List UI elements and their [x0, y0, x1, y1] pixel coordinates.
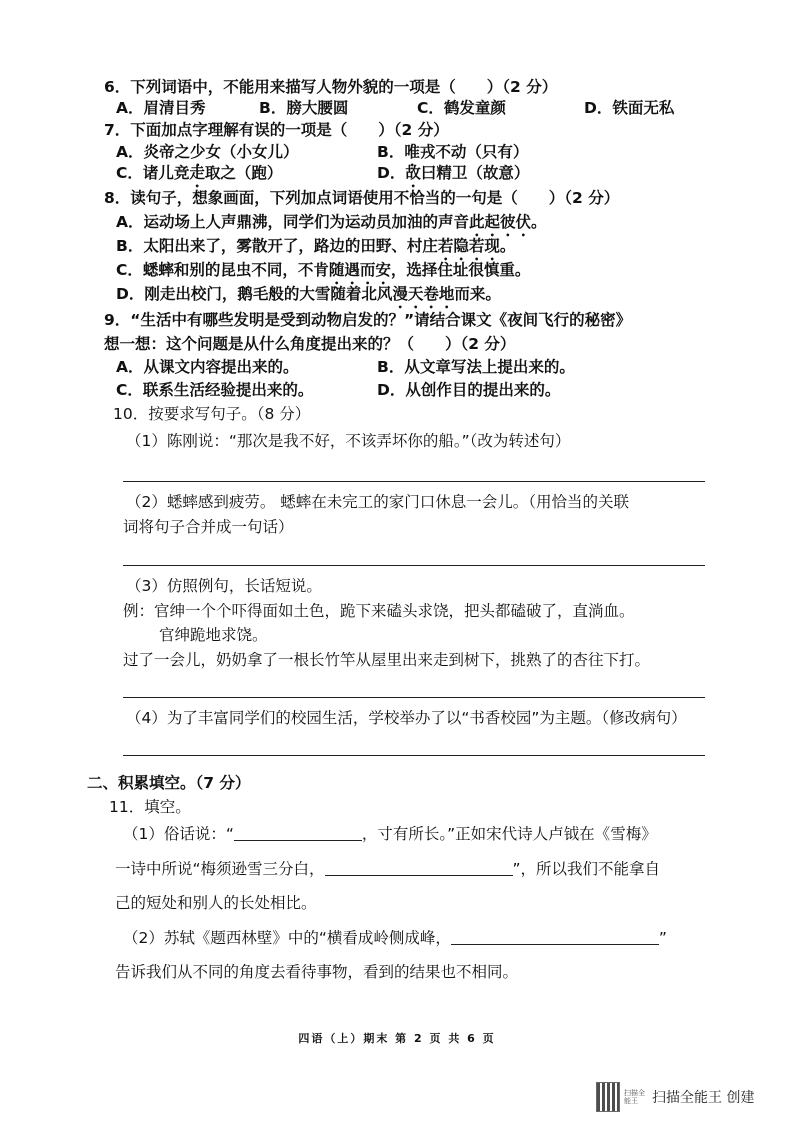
q10-s3: （3）仿照例句，长话短说。 [126, 577, 322, 595]
answer-line-2[interactable] [123, 565, 705, 566]
q7-d-post: 曰精卫（故意） [420, 164, 530, 182]
q8-b-pre: B．太阳出来了，雾散开了，路边的田野、村庄 [116, 237, 438, 255]
qr-code-icon [596, 1082, 620, 1112]
q10-s3-example1: 例：官绅一个个吓得面如土色，跪下来磕头求饶，把头都磕破了，直淌血。 [123, 602, 635, 620]
q7-b-pre: B． [377, 143, 405, 161]
page-footer: 四语（上）期末 第 2 页 共 6 页 [298, 1032, 496, 1045]
q7-a-pre: A．炎帝之 [116, 143, 190, 161]
fill-2-text-a: （2）苏轼《题西林壁》中的“横看成岭侧成峰， [123, 929, 451, 947]
q10-s1: （1）陈刚说：“那次是我不好，不该弄坏你的船。”（改为转述句） [126, 432, 571, 450]
q8-d-dotted: 漫天卷地 [392, 285, 455, 303]
q8-a-dotted: 此起彼伏 [469, 213, 532, 231]
q8-option-d [116, 284, 501, 312]
fill-2-line2: 告诉我们从不同的角度去看待事物，看到的结果也不相同。 [115, 963, 519, 981]
q10-s2-line2: 词将句子合并成一句话） [123, 518, 294, 536]
q7-c-pre: C．诸儿竞 [116, 164, 190, 182]
q7-d-dotted: 故 [405, 164, 421, 182]
q8-d-pre: D．刚走出校门，鹅毛般的大雪随着北风 [116, 285, 393, 303]
q7-option-d [377, 163, 529, 191]
q9-option-a: A．从课文内容提出来的。 [116, 358, 299, 376]
q6-option-b: B．膀大腰圆 [259, 99, 349, 117]
q7-d-pre: D． [377, 164, 406, 182]
q10-s3-sentence: 过了一会儿，奶奶拿了一根长竹竿从屋里出来走到树下，挑熟了的杏往下打。 [123, 651, 651, 669]
q9-option-d: D．从创作目的提出来的。 [377, 381, 561, 399]
fill-1-line3: 己的短处和别人的长处相比。 [115, 894, 317, 912]
fill-1-line2 [115, 859, 660, 879]
q7-option-c [116, 163, 282, 191]
answer-line-4[interactable] [123, 755, 705, 756]
fill-blank-3[interactable] [451, 928, 659, 945]
q7-c-dotted: 走 [189, 164, 205, 182]
q6-option-a: A．眉清目秀 [116, 99, 206, 117]
answer-line-3[interactable] [123, 697, 705, 698]
q8-c-dotted: 随遇而安 [328, 261, 391, 279]
fill-2-text-b: ” [658, 929, 667, 947]
q8-b-dotted: 若隐若现 [437, 237, 500, 255]
q7-b-dotted: 唯 [404, 143, 420, 161]
q10-s2-line1: （2）蟋蟀感到疲劳。 蟋蟀在未完工的家门口休息一会儿。（用恰当的关联 [126, 493, 630, 511]
q8-a-pre: A．运动场上人声鼎沸，同学们为运动员加油的声音 [116, 213, 469, 231]
q7-b-post: 戎不动（只有） [419, 143, 529, 161]
q6-option-c: C．鹤发童颜 [417, 99, 506, 117]
fill-1-text-a: （1）俗话说：“ [123, 825, 234, 843]
q11-stem: 11．填空。 [109, 798, 191, 816]
q7-stem: 7．下面加点字理解有误的一项是（ ）（2 分） [104, 121, 449, 139]
q6-option-d: D．铁面无私 [584, 99, 675, 117]
q10-s3-example2: 官绅跪地求饶。 [159, 626, 268, 644]
q6-stem: 6．下列词语中，不能用来描写人物外貌的一项是（ ）（2 分） [104, 78, 558, 96]
fill-1-line1 [123, 824, 657, 844]
q8-a-post: 。 [531, 213, 547, 231]
fill-1-text-b: ，寸有所长。”正如宋代诗人卢钺在《雪梅》 [361, 825, 657, 843]
watermark-text: 扫描全能王 创建 [652, 1090, 755, 1106]
fill-1-text-c: 一诗中所说“梅须逊雪三分白， [115, 860, 325, 878]
fill-blank-1[interactable] [234, 824, 362, 841]
q8-stem: 8．读句子，想象画面，下列加点词语使用不恰当的一句是（ ）（2 分） [104, 189, 620, 207]
watermark-small-logo: 扫描全能王 [624, 1089, 645, 1105]
q9-option-c: C．联系生活经验提出来的。 [116, 381, 314, 399]
q8-b-post: 。 [499, 237, 516, 255]
fill-blank-2[interactable] [325, 859, 513, 876]
scanner-watermark [596, 1082, 754, 1112]
q8-c-pre: C．蟋蟀和别的昆虫不同，不肯 [116, 261, 329, 279]
q7-a-dotted: 少 [190, 143, 206, 161]
fill-2-line1 [123, 928, 667, 948]
q7-a-post: 女（小女儿） [205, 143, 299, 161]
q10-stem: 10．按要求写句子。（8 分） [113, 405, 311, 423]
fill-1-text-d: ”，所以我们不能拿自 [512, 860, 661, 878]
q8-d-post: 而来。 [454, 285, 501, 303]
answer-line-1[interactable] [123, 481, 705, 482]
q7-c-post: 取之（跑） [204, 164, 283, 182]
q9-option-b: B．从文章写法上提出来的。 [377, 358, 575, 376]
section2-title: 二、积累填空。（7 分） [87, 774, 251, 792]
q8-c-post: ，选择住址很慎重。 [390, 261, 531, 279]
q9-line1: 9．“生活中有哪些发明是受到动物启发的？”请结合课文《夜间飞行的秘密》 [104, 311, 632, 329]
q9-line2: 想一想：这个问题是从什么角度提出来的？（ ）（2 分） [104, 335, 516, 353]
q10-s4: （4）为了丰富同学们的校园生活，学校举办了以“书香校园”为主题。（修改病句） [126, 709, 687, 727]
